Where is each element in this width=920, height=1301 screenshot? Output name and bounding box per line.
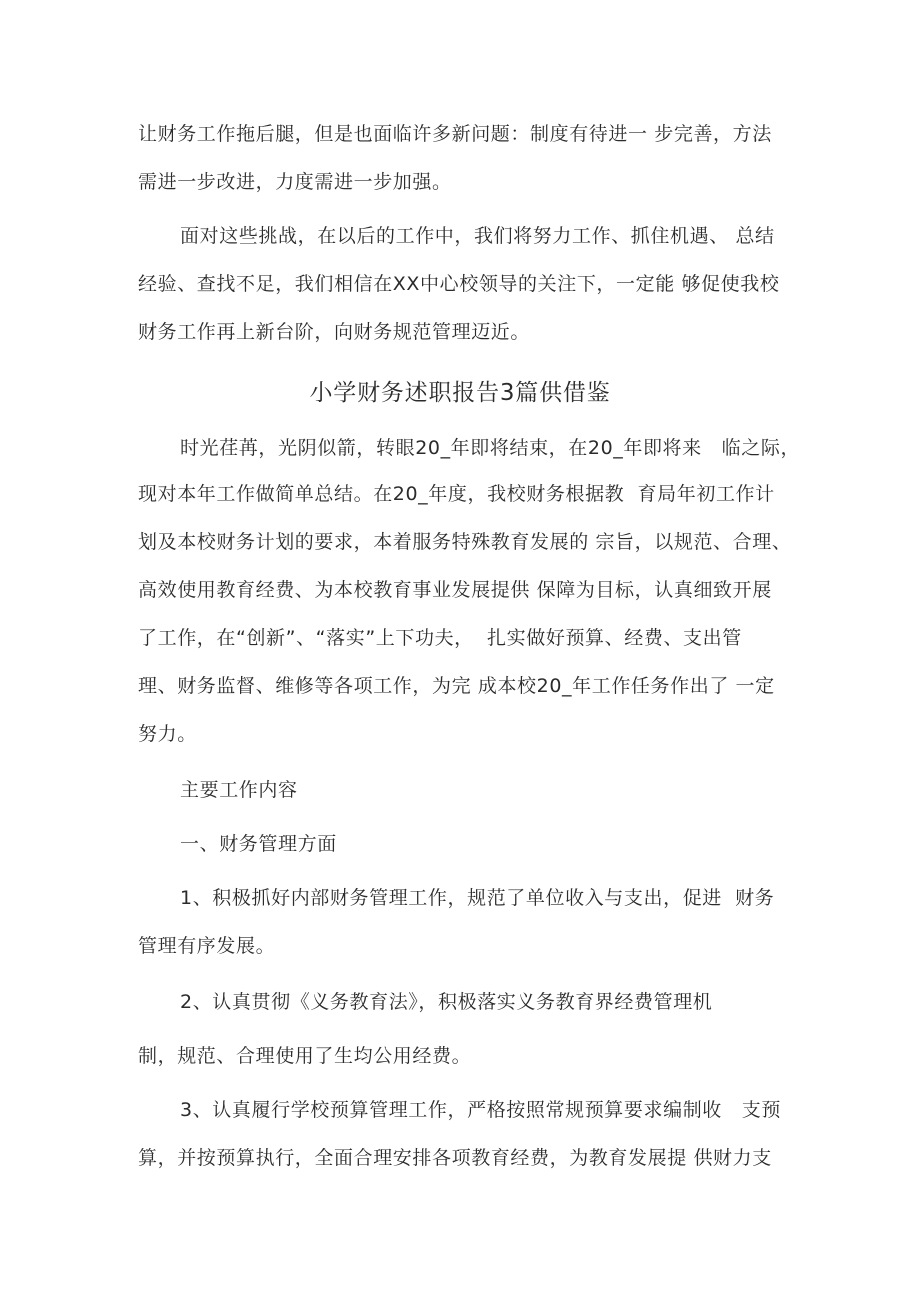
paragraph-line: 1、积极抓好内部财务管理工作，规范了单位收入与支出，促进 财务: [180, 887, 775, 909]
paragraph-line: 现对本年工作做简单总结。在20_年度，我校财务根据教 育局年初工作计: [138, 483, 775, 505]
paragraph-line: 努力。: [138, 723, 197, 745]
paragraph-line: 算，并按预算执行，全面合理安排各项教育经费，为教育发展提 供财力支: [138, 1147, 772, 1169]
paragraph-line: 高效使用教育经费、为本校教育事业发展提供 保障为目标，认真细致开展: [138, 579, 772, 601]
paragraph-line: 面对这些挑战，在以后的工作中，我们将努力工作、抓住机遇、 总结: [180, 225, 775, 247]
paragraph-line: 划及本校财务计划的要求，本着服务特殊教育发展的 宗旨，以规范、合理、: [138, 531, 792, 553]
paragraph-line: 3、认真履行学校预算管理工作，严格按照常规预算要求编制收 支预: [180, 1099, 782, 1121]
paragraph-line: 2、认真贯彻《义务教育法》，积极落实义务教育界经费管理机: [180, 991, 713, 1013]
paragraph-line: 了工作，在“创新”、“落实”上下功夫， 扎实做好预算、经费、支出管: [138, 627, 742, 649]
paragraph-line: 经验、查找不足，我们相信在XX中心校领导的关注下，一定能 够促使我校: [138, 273, 780, 295]
paragraph-line: 让财务工作拖后腿，但是也面临许多新问题：制度有待进一 步完善，方法: [138, 123, 772, 145]
paragraph-line: 时光荏苒，光阴似箭，转眼20_年即将结束，在20_年即将来 临之际，: [180, 437, 801, 459]
paragraph-line: 需进一步改进，力度需进一步加强。: [138, 171, 452, 193]
paragraph-line: 财务工作再上新台阶，向财务规范管理迈近。: [138, 321, 531, 343]
paragraph-line: 制，规范、合理使用了生均公用经费。: [138, 1045, 472, 1067]
paragraph-line: 管理有序发展。: [138, 935, 276, 957]
section-title: 小学财务述职报告3篇供借鉴: [309, 380, 611, 406]
heading-main-work: 主要工作内容: [180, 779, 298, 801]
heading-finance-management: 一、财务管理方面: [180, 833, 337, 855]
paragraph-line: 理、财务监督、维修等各项工作，为完 成本校20_年工作任务作出了 一定: [138, 675, 775, 697]
